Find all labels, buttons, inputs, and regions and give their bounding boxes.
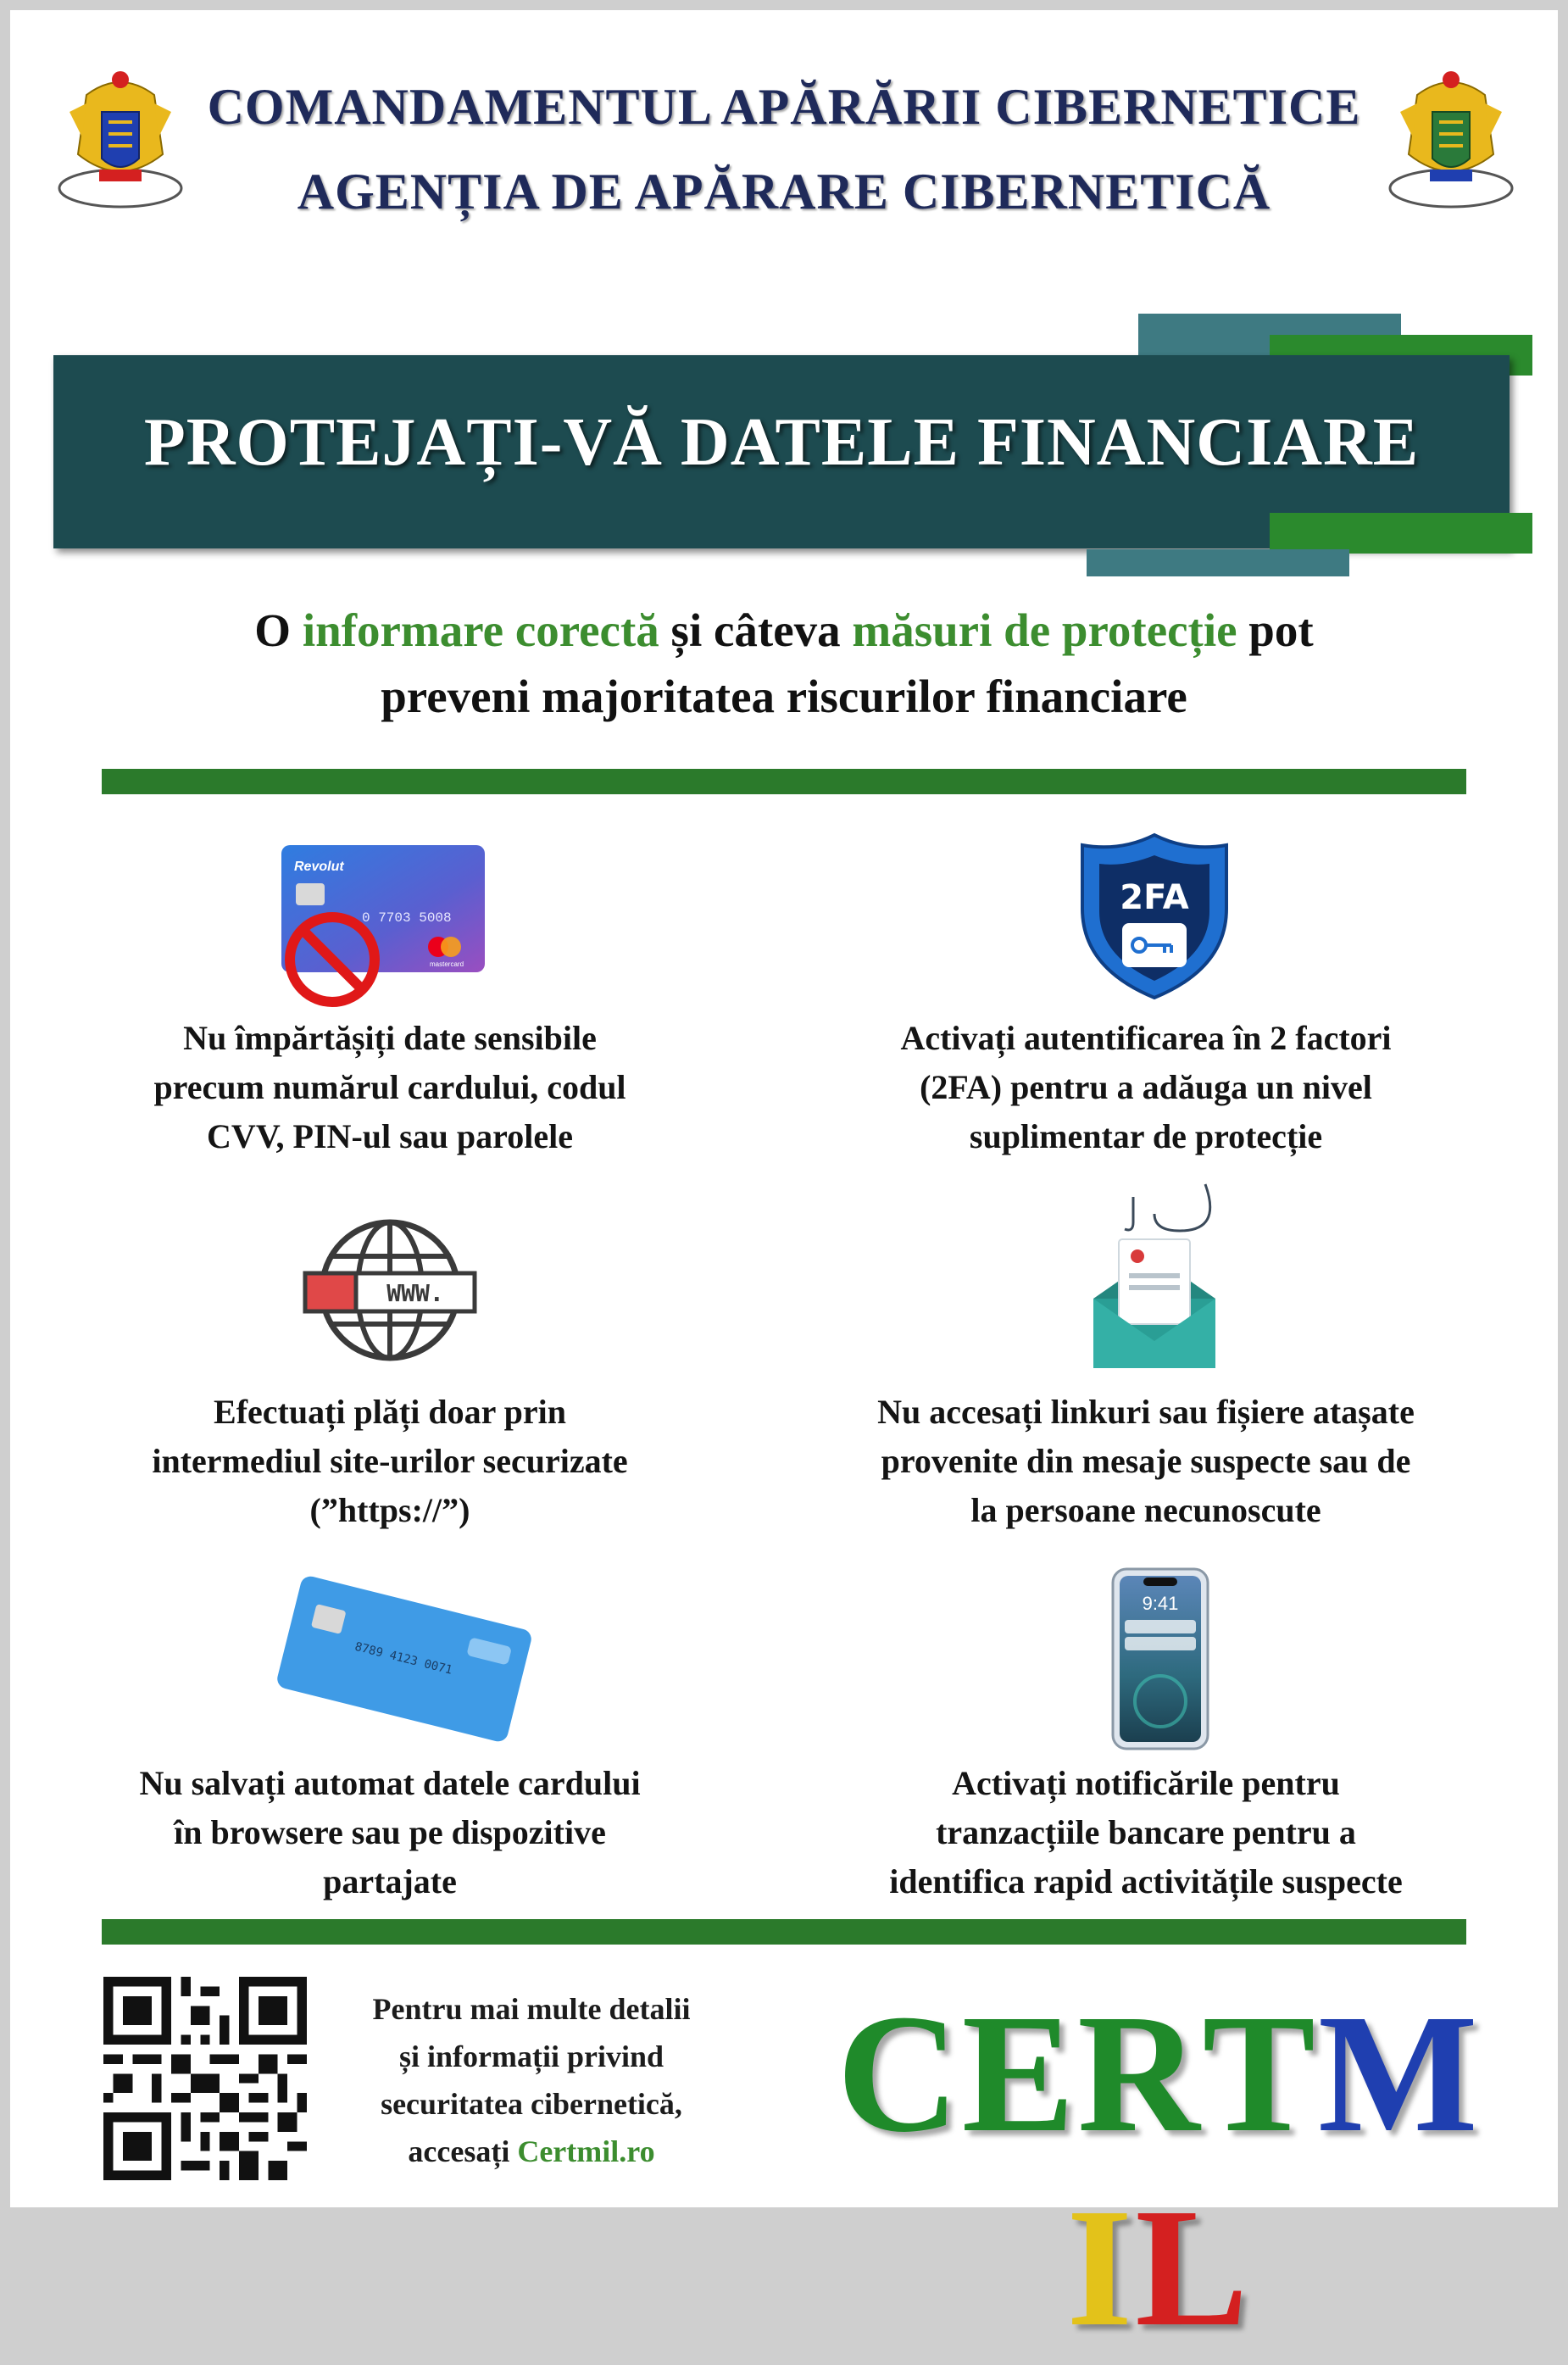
footer-info-line: securitatea cibernetică,: [381, 2087, 682, 2121]
caption-line: identifica rapid activitățile suspecte: [889, 1862, 1403, 1900]
tip-caption-secure-sites: [68, 1388, 712, 1535]
caption-line: Nu accesați linkuri sau fișiere atașate: [877, 1393, 1415, 1431]
footer-info-line: [332, 2128, 731, 2175]
caption-line: la persoane necunoscute: [970, 1491, 1321, 1529]
qr-code-icon[interactable]: [103, 1977, 307, 2180]
tip-caption-notifications: [824, 1759, 1468, 1906]
smartphone-notification-icon: [1109, 1566, 1211, 1752]
subtitle-highlight: informare corectă: [302, 604, 659, 656]
caption-line: partajate: [323, 1862, 457, 1900]
certmil-letter: E: [961, 1980, 1078, 2167]
header-line-2: AGENȚIA DE APĂRARE CIBERNETICĂ: [297, 164, 1271, 220]
2fa-shield-icon: [1070, 828, 1239, 1006]
certmil-letter: T: [1202, 1980, 1318, 2167]
caption-line: intermediul site-urilor securizate: [152, 1442, 628, 1480]
certmil-letter: R: [1077, 1980, 1203, 2167]
certmil-letter: L: [1135, 2174, 1251, 2362]
card-number-text: 0 7703 5008: [362, 910, 452, 926]
certmil-letter: M: [1317, 1980, 1481, 2167]
header-line-1: COMANDAMENTUL APĂRĂRII CIBERNETICE: [207, 79, 1361, 135]
certmil-logo: [807, 1977, 1510, 2365]
footer-info-line: Pentru mai multe detalii: [372, 1992, 691, 2026]
certmil-letter: C: [837, 1980, 962, 2167]
banner-title: PROTEJAȚI-VĂ DATELE FINANCIARE: [143, 405, 1420, 480]
card-network-text: mastercard: [430, 960, 464, 968]
www-text: WWW.: [386, 1279, 444, 1307]
caption-line: (”https://”): [309, 1491, 470, 1529]
subtitle-text: și câteva: [659, 604, 853, 656]
caption-line: tranzacțiile bancare pentru a: [936, 1813, 1356, 1851]
certmil-link[interactable]: Certmil.ro: [517, 2134, 655, 2168]
divider-bottom: [102, 1919, 1466, 1945]
caption-line: Nu împărtășiți date sensibile: [183, 1019, 597, 1057]
credit-card-icon: [277, 1583, 531, 1735]
divider-top: [102, 769, 1466, 794]
phishing-envelope-icon: [1087, 1180, 1231, 1375]
caption-line: provenite din mesaje suspecte sau de: [881, 1442, 1411, 1480]
subtitle-text: O: [254, 604, 303, 656]
tip-caption-suspicious-links: [824, 1388, 1468, 1535]
caption-line: Activați notificările pentru: [952, 1764, 1340, 1802]
tip-caption-save-card: [68, 1759, 712, 1906]
poster: [10, 10, 1558, 2362]
footer-link-prefix: accesați: [408, 2134, 518, 2168]
caption-line: Efectuați plăți doar prin: [214, 1393, 566, 1431]
caption-line: precum numărul cardului, codul: [153, 1068, 626, 1106]
2fa-badge-text: 2FA: [1120, 878, 1189, 917]
caption-line: (2FA) pentru a adăuga un nivel: [920, 1068, 1372, 1106]
banner-accent-green-bottom: [1270, 513, 1532, 554]
tip-caption-2fa: [824, 1014, 1468, 1161]
tip-caption-share-data: [68, 1014, 712, 1161]
caption-line: CVV, PIN-ul sau parolele: [207, 1117, 573, 1155]
card-number-text-2: 8789 4123 0071: [353, 1639, 454, 1678]
card-brand-text: Revolut: [294, 860, 344, 874]
subtitle-highlight: măsuri de protecție: [852, 604, 1237, 656]
certmil-letter: I: [1066, 2174, 1136, 2362]
subtitle-line-2: preveni majoritatea riscurilor financiare: [381, 671, 1187, 722]
phone-time-text: 9:41: [1142, 1593, 1179, 1614]
caption-line: în browsere sau pe dispozitive: [174, 1813, 606, 1851]
footer-info-line: și informații privind: [398, 2039, 664, 2073]
footer-info: [332, 1985, 731, 2175]
caption-line: Nu salvați automat datele cardului: [139, 1764, 641, 1802]
subtitle-text: pot: [1237, 604, 1314, 656]
bank-card-prohibited-icon: [269, 832, 489, 1015]
banner-accent-teal-bottom: [1087, 549, 1349, 576]
caption-line: Activați autentificarea în 2 factori: [900, 1019, 1392, 1057]
globe-www-icon: [297, 1214, 483, 1366]
subtitle-line-1: [10, 604, 1558, 657]
caption-line: suplimentar de protecție: [969, 1117, 1323, 1155]
